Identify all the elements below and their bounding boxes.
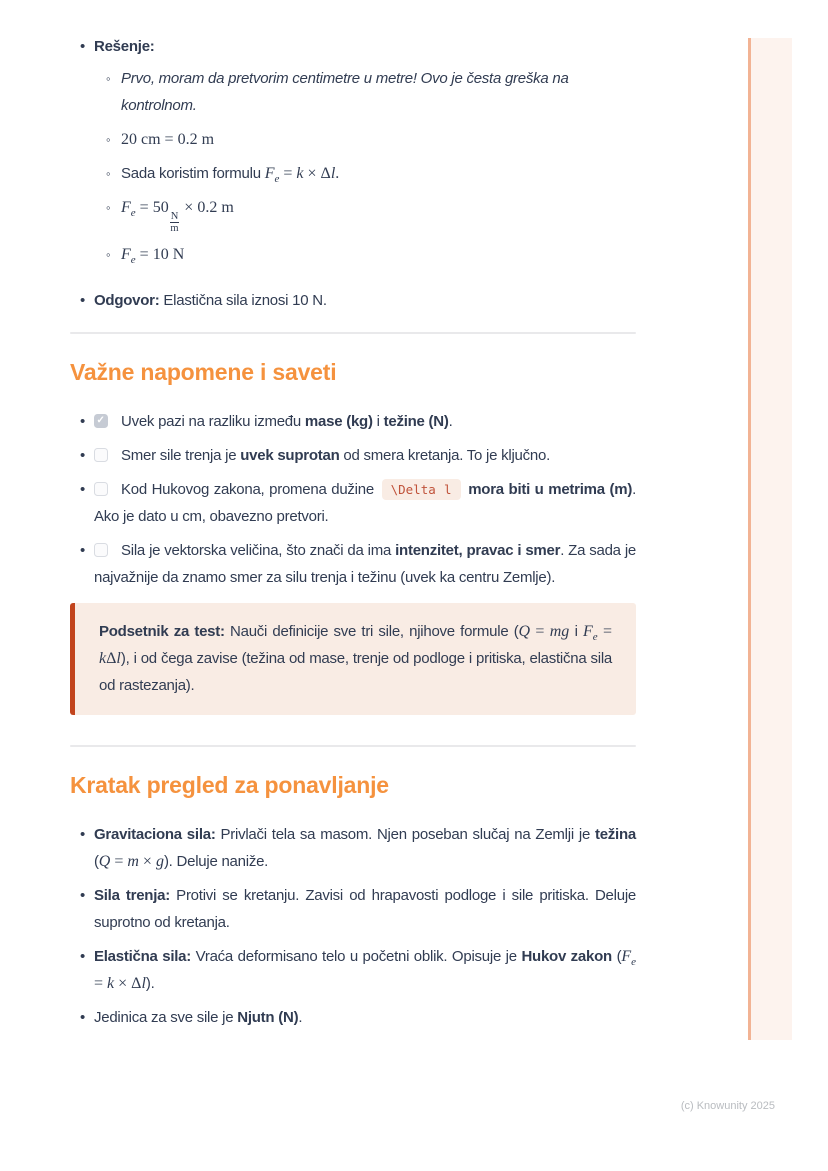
checklist-item-text: Sila je vektorska veličina, što znači da ima intenzitet, pravac i smer. Za sada je najvažnije da znamo smer za silu trenja i težinu (uvek ka centru Zemlje). bbox=[94, 542, 636, 587]
solution-steps-list bbox=[94, 65, 636, 268]
review-section bbox=[70, 773, 636, 1031]
review-item bbox=[70, 882, 636, 936]
review-item bbox=[70, 821, 636, 875]
section-divider bbox=[70, 332, 636, 334]
circle-bullet-icon bbox=[106, 65, 121, 119]
document-content bbox=[70, 0, 636, 1038]
bullet-icon bbox=[80, 882, 94, 936]
callout-text: Podsetnik za test: Nauči definicije sve tri sile, njihove formule (Q = mg i $F_e = k\Delta l$), i od čega zavise (težina od mase, trenje od podloge i pritiska, elastična sila od rastezanja). bbox=[99, 623, 613, 695]
notes-section bbox=[70, 360, 636, 715]
bullet-icon bbox=[80, 442, 94, 469]
checkbox-icon[interactable] bbox=[94, 482, 108, 496]
checklist-item bbox=[70, 408, 636, 435]
review-item-text: Gravitaciona sila: Privlači tela sa masom. Njen poseban slučaj na Zemlji je težina (Q = m × g). Deluje naniže. bbox=[94, 826, 636, 871]
solution-step-text: Sada koristim formulu $F_e = k \times \Delta l$. bbox=[121, 165, 340, 186]
list-item-body bbox=[94, 33, 636, 280]
bullet-icon bbox=[80, 1004, 94, 1031]
checklist-item bbox=[70, 537, 636, 591]
checklist-item-text: Uvek pazi na razliku između mase (kg) i težine (N). bbox=[121, 413, 453, 431]
solution-step bbox=[94, 194, 636, 234]
solution-step-text: $F_e = 10$ N bbox=[121, 246, 185, 267]
checkbox-icon[interactable] bbox=[94, 414, 108, 428]
checklist-item-text: Smer sile trenja je uvek suprotan od smera kretanja. To je ključno. bbox=[121, 447, 551, 465]
copyright-footer: (c) Knowunity 2025 bbox=[680, 1100, 775, 1112]
solution-step-text: 20 cm = 0.2 m bbox=[121, 131, 215, 148]
list-item-resenje bbox=[70, 33, 636, 280]
bullet-icon bbox=[80, 408, 94, 435]
bullet-icon bbox=[80, 943, 94, 997]
review-item bbox=[70, 943, 636, 997]
bullet-icon bbox=[80, 33, 94, 280]
bullet-icon bbox=[80, 537, 94, 591]
solution-step-text: Prvo, moram da pretvorim centimetre u metre! Ovo je česta greška na kontrolnom. bbox=[121, 70, 569, 114]
bullet-icon bbox=[80, 821, 94, 875]
solution-step bbox=[94, 65, 636, 119]
page-edge-stripe bbox=[748, 38, 792, 1040]
checklist-item-body bbox=[94, 537, 636, 591]
review-item-text: Jedinica za sve sile je Njutn (N). bbox=[94, 1009, 303, 1027]
section-heading-pregled: Kratak pregled za ponavljanje bbox=[70, 772, 389, 799]
solution-step bbox=[94, 241, 636, 268]
checklist-item bbox=[70, 476, 636, 530]
circle-bullet-icon bbox=[106, 241, 121, 268]
review-item-text: Elastična sila: Vraća deformisano telo u početni oblik. Opisuje je Hukov zakon $(F_e = k \times \Delta l)$. bbox=[94, 948, 636, 993]
section-heading-napomene: Važne napomene i saveti bbox=[70, 359, 337, 386]
circle-bullet-icon bbox=[106, 160, 121, 187]
checklist-item bbox=[70, 442, 636, 469]
checklist-item-body bbox=[94, 442, 636, 469]
checklist-item-body bbox=[94, 476, 636, 530]
circle-bullet-icon bbox=[106, 126, 121, 153]
review-item bbox=[70, 1004, 636, 1031]
solution-step bbox=[94, 160, 636, 187]
checklist-item-text: Kod Hukovog zakona, promena dužine \Delta l mora biti u metrima (m). Ako je dato u cm, obavezno pretvori. bbox=[94, 481, 636, 526]
solution-section bbox=[70, 33, 636, 314]
bullet-icon bbox=[80, 476, 94, 530]
checkbox-icon[interactable] bbox=[94, 448, 108, 462]
checkbox-icon[interactable] bbox=[94, 543, 108, 557]
answer-text: Odgovor: Elastična sila iznosi 10 N. bbox=[94, 292, 327, 310]
section-divider bbox=[70, 745, 636, 747]
review-item-text: Sila trenja: Protivi se kretanju. Zavisi od hrapavosti podloge i sile pritiska. Deluje suprotno od kretanja. bbox=[94, 887, 636, 932]
checklist-item-body bbox=[94, 408, 636, 435]
list-item-odgovor bbox=[70, 287, 636, 314]
circle-bullet-icon bbox=[106, 194, 121, 234]
solution-step bbox=[94, 126, 636, 153]
bullet-icon bbox=[80, 287, 94, 314]
callout-note bbox=[70, 603, 636, 715]
solution-step-text: $F_e = 50$ $\frac{N}{m}$ × 0.2 m bbox=[121, 199, 234, 235]
solution-label: Rešenje: bbox=[94, 38, 155, 55]
